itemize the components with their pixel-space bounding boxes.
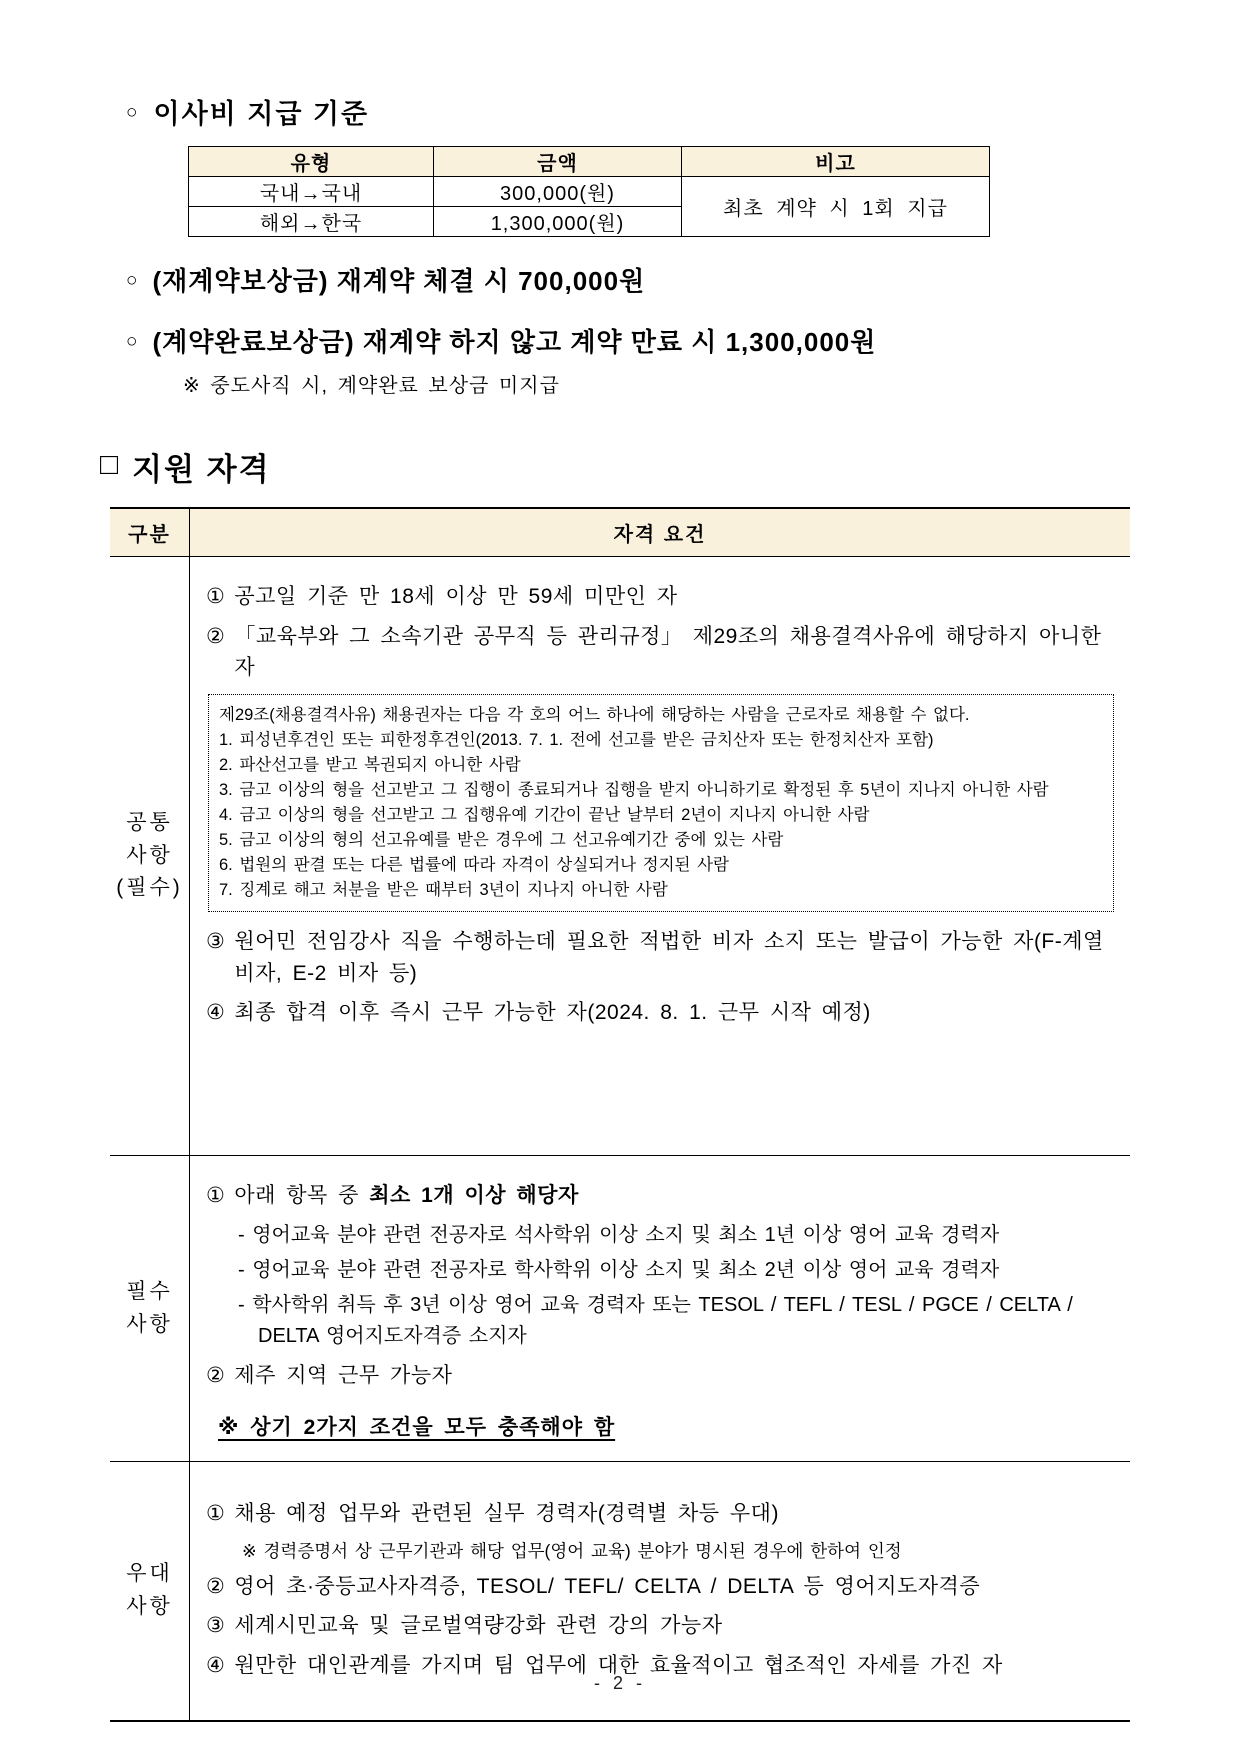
- item-text-prefix: 아래 항목 중: [234, 1184, 370, 1207]
- col-header-amount: 금액: [434, 147, 682, 177]
- list-item: [206, 926, 1116, 989]
- circle-bullet-icon: ○: [126, 330, 139, 352]
- row-label-line: 사항: [126, 1312, 173, 1336]
- circled-number-icon: ④: [206, 1653, 226, 1677]
- list-item: 4. 금고 이상의 형을 선고받고 그 집행유예 기간이 끝난 날부터 2년이 지나지 아니한 사람: [219, 805, 870, 824]
- completion-compensation-line: [126, 322, 1240, 359]
- qualification-heading-text: 지원 자격: [132, 452, 271, 487]
- row-label-line: (필수): [116, 876, 183, 900]
- list-item: 2. 파산선고를 받고 복권되지 아니한 사람: [219, 755, 521, 774]
- circle-bullet-icon: ○: [126, 269, 139, 291]
- article-29-box: [208, 694, 1114, 913]
- completion-compensation-text: (계약완료보상금) 재계약 하지 않고 계약 만료 시 1,300,000원: [152, 327, 877, 357]
- list-item: 1. 피성년후견인 또는 피한정후견인(2013. 7. 1. 전에 선고를 받은 금치산자 또는 한정치산자 포함): [219, 730, 934, 749]
- col-header-type: 유형: [189, 147, 434, 177]
- item-text: 「교육부와 그 소속기관 공무직 등 관리규정」 제29조의 채용결격사유에 해당하지 아니한 자: [234, 624, 1102, 679]
- list-item: [206, 997, 1116, 1029]
- circled-number-icon: ①: [206, 1184, 226, 1207]
- item-text: 제주 지역 근무 가능자: [234, 1363, 453, 1387]
- row-label-line: 사항: [126, 843, 173, 867]
- row-content-common: [190, 557, 1130, 1155]
- circled-number-icon: ③: [206, 1614, 226, 1637]
- item-text: 공고일 기준 만 18세 이상 만 59세 미만인 자: [234, 585, 678, 608]
- cell-amount-domestic: 300,000(원): [434, 177, 682, 207]
- moving-cost-heading-text: 이사비 지급 기준: [153, 99, 370, 129]
- col-header-category: 구분: [110, 509, 190, 556]
- cell-type-domestic: 국내→국내: [189, 177, 434, 207]
- item-text-bold: 최소 1개 이상 해당자: [369, 1184, 579, 1207]
- list-item: - 학사학위 취득 후 3년 이상 영어 교육 경력자 또는 TESOL / TEFL / TESL / PGCE / CELTA / DELTA 영어지도자격증 소지자: [238, 1293, 1073, 1347]
- list-item: [206, 1360, 1116, 1392]
- list-item: [206, 621, 1116, 684]
- cell-amount-overseas: 1,300,000(원): [434, 207, 682, 237]
- row-label-line: 필수: [126, 1279, 173, 1303]
- circled-number-icon: ②: [206, 1363, 226, 1387]
- list-item: 6. 법원의 판결 또는 다른 법률에 따라 자격이 상실되거나 정지된 사람: [219, 855, 729, 874]
- table-row-common: [110, 557, 1130, 1156]
- cell-note: 최초 계약 시 1회 지급: [682, 177, 990, 237]
- article-29-title: 제29조(채용결격사유) 채용권자는 다음 각 호의 어느 하나에 해당하는 사람을 근로자로 채용할 수 없다.: [219, 705, 970, 724]
- table-row: [189, 177, 990, 207]
- list-item: 3. 금고 이상의 형을 선고받고 그 집행이 종료되거나 집행을 받지 아니하기로 확정된 후 5년이 지나지 아니한 사람: [219, 780, 1049, 799]
- cell-type-overseas: 해외→한국: [189, 207, 434, 237]
- row-label-common: [110, 557, 190, 1155]
- circled-number-icon: ③: [206, 930, 226, 954]
- mid-resignation-note: ※ 중도사직 시, 계약완료 보상금 미지급: [183, 375, 560, 397]
- moving-cost-table: [188, 146, 990, 237]
- item-text: [234, 1180, 1116, 1212]
- col-header-note: 비고: [682, 147, 990, 177]
- circled-number-icon: ①: [206, 585, 226, 608]
- list-item: [206, 1571, 1116, 1603]
- list-item: 7. 징계로 해고 처분을 받은 때부터 3년이 지나지 아니한 사람: [219, 881, 668, 900]
- page-number: - 2 -: [593, 1673, 646, 1693]
- row-content-required: [190, 1156, 1130, 1461]
- circled-number-icon: ②: [206, 624, 226, 648]
- item-text: 세계시민교육 및 글로벌역량강화 관련 강의 가능자: [234, 1614, 723, 1637]
- row-label-line: 우대: [126, 1562, 173, 1586]
- circled-number-icon: ④: [206, 1001, 226, 1025]
- table-row-required: [110, 1156, 1130, 1462]
- item-text: 원어민 전임강사 직을 수행하는데 필요한 적법한 비자 소지 또는 발급이 가능한 자(F-계열 비자, E-2 비자 등): [234, 930, 1104, 985]
- list-item: - 영어교육 분야 관련 전공자로 석사학위 이상 소지 및 최소 1년 이상 영어 교육 경력자: [238, 1223, 1000, 1246]
- col-header-requirement: 자격 요건: [613, 524, 707, 546]
- circle-bullet-icon: ○: [126, 101, 140, 123]
- row-label-required: [110, 1156, 190, 1461]
- item-text: 채용 예정 업무와 관련된 실무 경력자(경력별 차등 우대): [234, 1502, 779, 1525]
- qualification-table: [110, 507, 1130, 1722]
- list-item: [206, 1498, 1116, 1530]
- item-text: 최종 합격 이후 즉시 근무 가능한 자(2024. 8. 1. 근무 시작 예정): [234, 1001, 871, 1025]
- row-label-line: 사항: [126, 1595, 173, 1618]
- both-conditions-note: ※ 상기 2가지 조건을 모두 충족해야 함: [218, 1416, 616, 1439]
- table-header-row: [189, 147, 990, 177]
- list-item: - 영어교육 분야 관련 전공자로 학사학위 이상 소지 및 최소 2년 이상 영어 교육 경력자: [238, 1258, 1000, 1281]
- circled-number-icon: ①: [206, 1502, 226, 1525]
- list-item: [206, 1610, 1116, 1642]
- item-text: 영어 초·중등교사자격증, TESOL/ TEFL/ CELTA / DELTA 등 영어지도자격증: [234, 1574, 981, 1598]
- list-item: [206, 1180, 1116, 1212]
- row-label-line: 공통: [126, 811, 173, 835]
- square-bullet-icon: □: [100, 447, 121, 481]
- circled-number-icon: ②: [206, 1574, 226, 1598]
- moving-cost-heading: [126, 92, 1240, 131]
- qualification-table-header: [110, 509, 1130, 557]
- qualification-section-heading: [100, 444, 1240, 489]
- renewal-compensation-text: (재계약보상금) 재계약 체결 시 700,000원: [152, 266, 646, 296]
- item-text: 원만한 대인관계를 가지며 팀 업무에 대한 효율적이고 협조적인 자세를 가진 자: [234, 1653, 1003, 1677]
- experience-proof-note: ※ 경력증명서 상 근무기관과 해당 업무(영어 교육) 분야가 명시된 경우에 한하여 인정: [242, 1540, 902, 1561]
- renewal-compensation-line: [126, 261, 1240, 298]
- list-item: [206, 581, 1116, 613]
- list-item: 5. 금고 이상의 형의 선고유예를 받은 경우에 그 선고유예기간 중에 있는 사람: [219, 830, 784, 849]
